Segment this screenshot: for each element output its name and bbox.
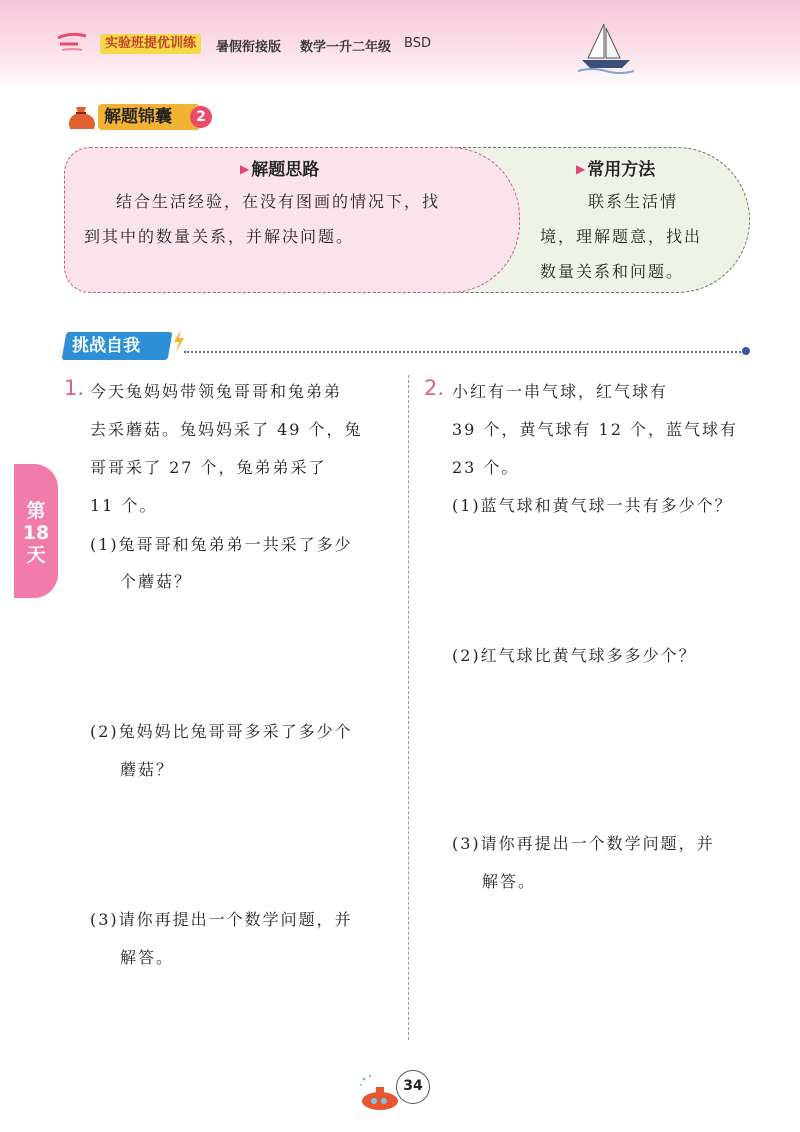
triangle-bullet-icon: ▶ [240,162,250,176]
question-1-part-1-line-2: 个蘑菇？ [120,572,193,591]
day-tab-suffix: 天 [26,544,46,566]
publisher-label: BSD [404,36,431,51]
challenge-banner: 挑战自我 [62,332,173,360]
subject-label: 数学一升二年级 [300,40,392,55]
question-1-part-3-line-1: (3)请你再提出一个数学问题，并 [90,910,353,929]
question-2-part-3-line-1: (3)请你再提出一个数学问题，并 [452,834,715,853]
question-1-number: 1. [64,376,85,400]
question-1-part-2-line-1: (2)兔妈妈比兔哥哥多采了多少个 [90,722,353,741]
tips-title: 解题锦囊 [98,104,200,130]
edition-label: 暑假衔接版 [216,40,282,55]
day-tab [14,464,58,598]
brush-stroke-icon [56,30,92,54]
dotted-divider [184,351,744,353]
question-1-line-1: 今天兔妈妈带领兔哥哥和兔弟弟 [90,382,343,401]
question-1-part-2-line-2: 蘑菇？ [120,760,175,779]
question-2-part-1-line-1: (1)蓝气球和黄气球一共有多少个？ [452,496,733,515]
approach-heading: ▶ 解题思路 [240,160,320,180]
page-number: 34 [396,1070,430,1104]
question-2-line-1: 小红有一串气球，红气球有 [452,382,669,401]
method-heading: ▶ 常用方法 [576,160,656,180]
question-2-line-2: 39 个，黄气球有 12 个，蓝气球有 [452,420,738,439]
lightning-icon [172,330,186,352]
question-1-line-2: 去采蘑菇。兔妈妈采了 49 个，兔 [90,420,363,439]
question-2-part-2-line-1: (2)红气球比黄气球多多少个？ [452,646,697,665]
triangle-bullet-icon: ▶ [576,162,586,176]
question-1-line-4: 11 个。 [90,496,158,515]
question-2-number: 2. [424,376,445,400]
tips-number-badge: 2 [190,106,212,128]
pouch-icon [64,103,100,131]
question-1-part-3-line-2: 解答。 [120,948,175,967]
question-2-part-3-line-2: 解答。 [482,872,537,891]
method-line-2: 境，理解题意，找出 [540,227,703,246]
column-divider [408,375,409,1040]
question-1-line-3: 哥哥采了 27 个，兔弟弟采了 [90,458,327,477]
divider-end-dot [742,347,750,355]
day-tab-number: 18 [22,522,50,544]
sailboat-icon [578,18,634,74]
question-1-part-1-line-1: (1)兔哥哥和兔弟弟一共采了多少 [90,535,353,554]
page-header [0,0,800,92]
brand-label: 实验班提优训练 [100,34,201,54]
question-2-line-3: 23 个。 [452,458,520,477]
approach-line-2: 到其中的数量关系，并解决问题。 [84,227,355,246]
approach-line-1: 结合生活经验，在没有图画的情况下，找 [116,192,441,211]
day-tab-prefix: 第 [26,500,46,522]
method-line-3: 数量关系和问题。 [540,262,685,281]
method-line-1: 联系生活情 [588,192,679,211]
